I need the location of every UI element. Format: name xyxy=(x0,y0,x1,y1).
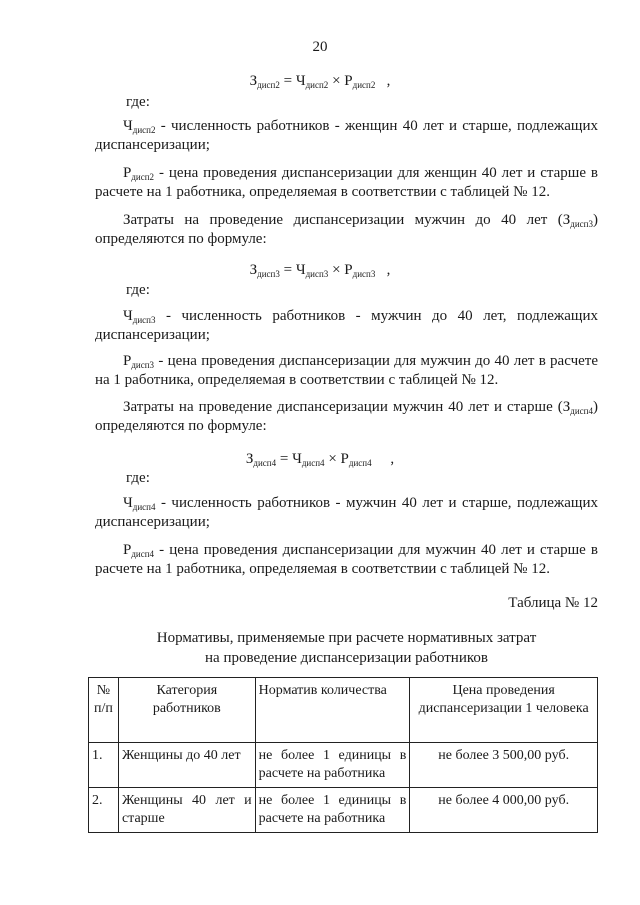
table-row xyxy=(89,743,598,788)
definition-ch-disp2: $Ч_{дисп2}$ - численность работников - женщин 40 лет и старше, подлежащих диспансеризации; xyxy=(95,118,598,153)
where-label: где: xyxy=(126,94,150,110)
norms-table xyxy=(88,677,598,833)
row-price: не более 3 500,00 руб. xyxy=(410,743,598,788)
table-row xyxy=(89,788,598,833)
table-header-row xyxy=(89,678,598,743)
header-number: № п/п xyxy=(89,678,119,743)
table-caption-line-1: Нормативы, применяемые при расчете нормативных затрат xyxy=(156,630,537,646)
row-category: Женщины 40 лет и старше xyxy=(118,788,255,833)
row-price: не более 4 000,00 руб. xyxy=(410,788,598,833)
intro-disp3: Затраты на проведение диспансеризации мужчин до 40 лет $(З_{дисп3})$ определяются по формуле: xyxy=(95,212,598,247)
row-number: 1. xyxy=(89,743,119,788)
definition-r-disp4: $Р_{дисп4}$ - цена проведения диспансеризации для мужчин 40 лет и старше в расчете на 1 работника, определяемая в соответствии с таблицей № 12. xyxy=(95,542,598,577)
row-norm: не более 1 единицы в расчете на работника xyxy=(255,743,410,788)
header-price: Цена проведения диспансеризации 1 человека xyxy=(410,678,598,743)
table-caption xyxy=(95,628,598,668)
table-number-label: Таблица № 12 xyxy=(508,595,598,611)
definition-r-disp3: $Р_{дисп3}$ - цена проведения диспансеризации для мужчин до 40 лет в расчете на 1 работника, определяемая в соответствии с таблицей № 12. xyxy=(95,353,598,388)
definition-ch-disp3: $Ч_{дисп3}$ - численность работников - мужчин до 40 лет, подлежащих диспансеризации; xyxy=(95,308,598,343)
definition-r-disp2: $Р_{дисп2}$ - цена проведения диспансеризации для женщин 40 лет и старше в расчете на 1 работника, определяемая в соответствии с таблицей № 12. xyxy=(95,165,598,200)
row-number: 2. xyxy=(89,788,119,833)
page-number: 20 xyxy=(312,39,328,55)
row-norm: не более 1 единицы в расчете на работника xyxy=(255,788,410,833)
table-caption-line-2: на проведение диспансеризации работников xyxy=(205,650,488,666)
formula-z-disp2: $З_{дисп2} = Ч_{дисп2} \times Р_{дисп2}$ , xyxy=(249,73,391,90)
formula-z-disp4: $З_{дисп4} = Ч_{дисп4} \times Р_{дисп4}$ , xyxy=(245,451,395,468)
row-category: Женщины до 40 лет xyxy=(118,743,255,788)
where-label: где: xyxy=(126,282,150,298)
formula-z-disp3: $З_{дисп3} = Ч_{дисп3} \times Р_{дисп3}$ , xyxy=(249,262,391,279)
where-label: где: xyxy=(126,470,150,486)
header-norm: Норматив количества xyxy=(255,678,410,743)
definition-ch-disp4: $Ч_{дисп4}$ - численность работников - мужчин 40 лет и старше, подлежащих диспансеризации; xyxy=(95,495,598,530)
header-category: Категория работников xyxy=(118,678,255,743)
intro-disp4: Затраты на проведение диспансеризации мужчин 40 лет и старше $(З_{дисп4})$ определяются по формуле: xyxy=(95,399,598,434)
